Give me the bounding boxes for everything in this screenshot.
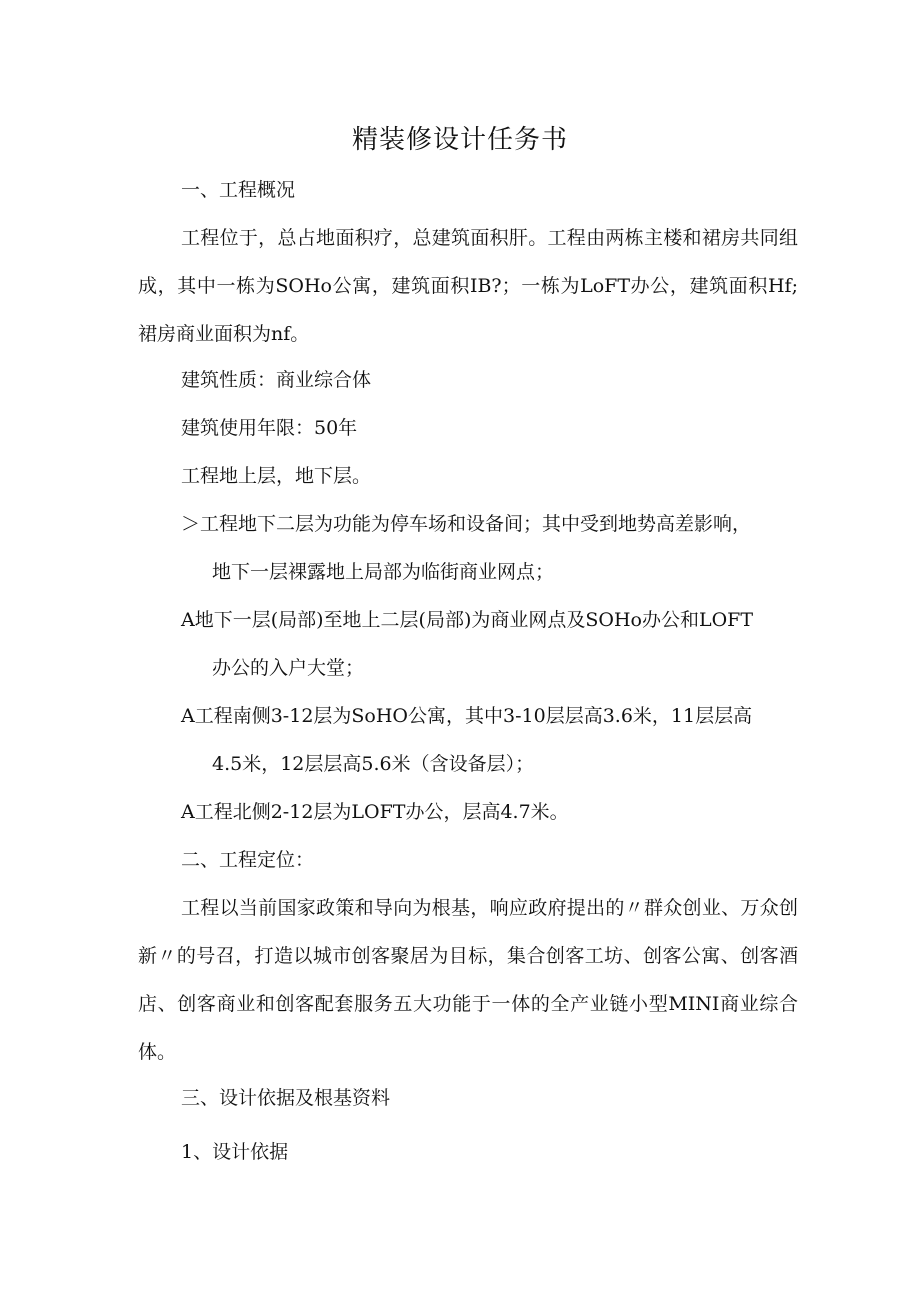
list-item-line: A工程北侧2-12层为LOFT办公，层高4.7米。 <box>181 801 569 823</box>
list-item-continuation: 地下一层裸露地上局部为临街商业网点； <box>212 561 555 583</box>
service-life: 建筑使用年限：50年 <box>181 417 358 439</box>
floor-count: 工程地上层，地下层。 <box>181 465 372 487</box>
subsection-heading-design-basis: 1、设计依据 <box>181 1141 289 1163</box>
list-item-line: ＞工程地下二层为功能为停车场和设备间；其中受到地势高差影响， <box>181 513 752 535</box>
section-heading-overview: 一、工程概况 <box>181 179 296 201</box>
list-item-line: A工程南侧3-12层为SoHO公寓，其中3-10层层高3.6米，11层层高 <box>181 705 753 727</box>
list-item <box>181 692 801 788</box>
list-item-continuation: 办公的入户大堂； <box>212 657 365 679</box>
list-item <box>181 596 801 692</box>
building-nature: 建筑性质：商业综合体 <box>181 369 372 391</box>
overview-paragraph: 工程位于，总占地面积疗，总建筑面积肝。工程由两栋主楼和裙房共同组成，其中一栋为SOHo公寓，建筑面积IB?；一栋为LoFT办公，建筑面积Hf;裙房商业面积为nf。 <box>138 227 798 345</box>
list-item-line: A地下一层(局部)至地上二层(局部)为商业网点及SOHo办公和LOFT <box>181 609 754 631</box>
list-item <box>181 788 801 836</box>
list-item-continuation: 4.5米，12层层高5.6米（含设备层）； <box>212 753 535 775</box>
document-title: 精装修设计任务书 <box>351 125 568 155</box>
section-heading-design-basis: 三、设计依据及根基资料 <box>181 1087 391 1109</box>
list-item <box>181 500 801 596</box>
positioning-paragraph: 工程以当前国家政策和导向为根基，响应政府提出的〃群众创业、万众创新〃的号召，打造以城市创客聚居为目标，集合创客工坊、创客公寓、创客酒店、创客商业和创客配套服务五大功能于一体的全产业链小型MINI商业综合体。 <box>138 897 798 1063</box>
section-heading-positioning: 二、工程定位： <box>181 849 315 871</box>
